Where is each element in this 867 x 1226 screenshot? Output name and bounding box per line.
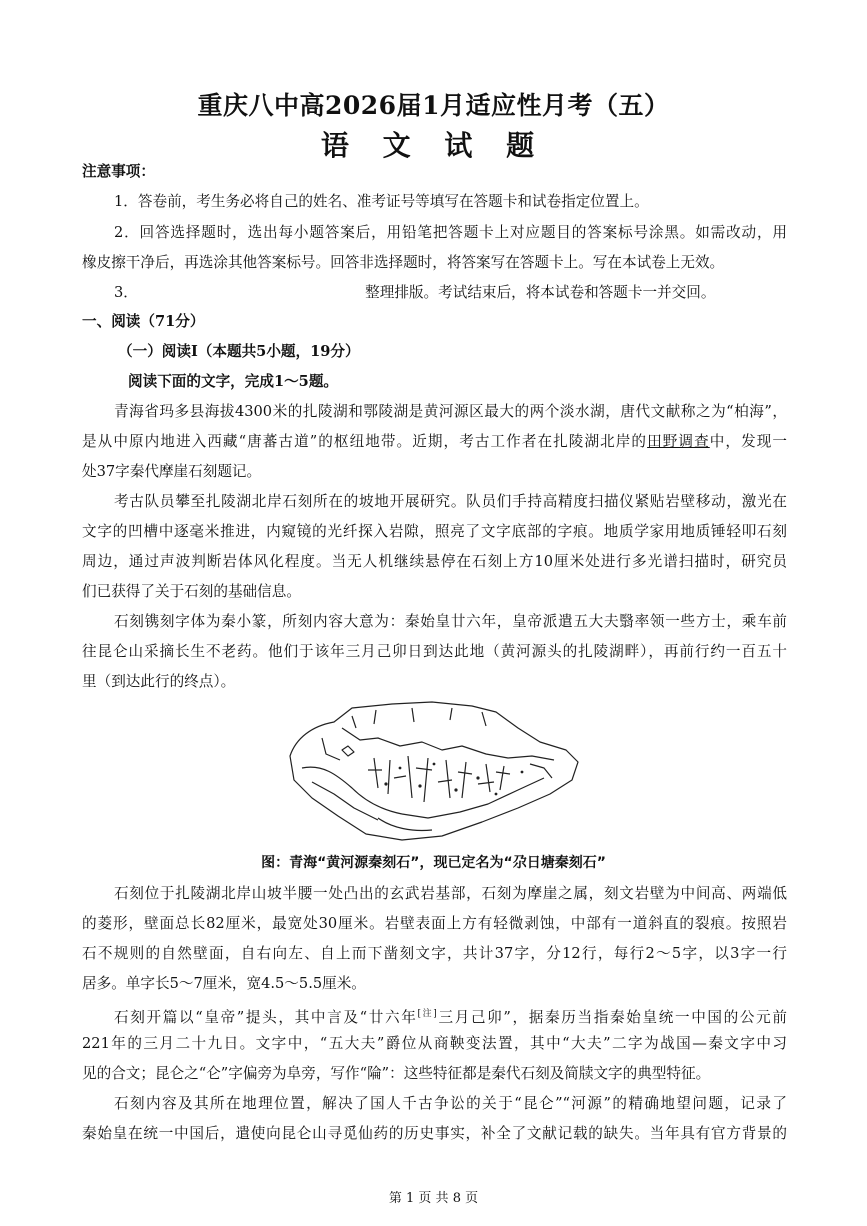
paragraph-3-line-3: 里（到达此行的终点）。 — [82, 673, 236, 690]
paragraph-1-line-3: 处37字秦代摩崖石刻题记。 — [82, 463, 262, 480]
notice-item-3-text: 整理排版。考试结束后，将本试卷和答题卡一并交回。 — [365, 284, 716, 301]
notice-item-2-line-2: 橡皮擦干净后，再选涂其他答案标号。回答非选择题时，将答案写在答题卡上。写在本试卷上无效。 — [82, 254, 725, 271]
paragraph-3-line-2: 往昆仑山采摘长生不老药。他们于该年三月己卯日到达此地（黄河源头的扎陵湖畔），再前行约一百五十 — [82, 643, 787, 660]
paragraph-6-line-2: 秦始皇在统一中国后，遣使向昆仑山寻觅仙药的历史事实，补全了文献记载的缺失。当年具有官方背景的 — [82, 1125, 787, 1142]
notice-item-3-number: 3． — [114, 284, 138, 301]
footnote-marker: [注] — [417, 1009, 437, 1019]
notice-item-1: 1．答卷前，考生务必将自己的姓名、准考证号等填写在答题卡和试卷指定位置上。 — [114, 193, 649, 210]
paragraph-5-line-1-end: 三月己卯”，据秦历当指秦始皇统一中国的公元前 — [436, 1008, 788, 1026]
paragraph-1-line-2-text: 是从中原内地进入西藏“唐蕃古道”的枢纽地带。近期，考古工作者在扎陵湖北岸的 — [82, 433, 648, 450]
page-number: 第 1 页 共 8 页 — [388, 1191, 479, 1206]
figure-caption: 图：青海“黄河源秦刻石”，现已定名为“尕日塘秦刻石” — [261, 855, 606, 871]
exam-title: 重庆八中高2026届1月适应性月考（五） — [197, 91, 670, 120]
notice-item-2-line-1: 2．回答选择题时，选出每小题答案后，用铅笔把答题卡上对应题目的答案标号涂黑。如需改动，用 — [114, 224, 787, 241]
reading-instruction: 阅读下面的文字，完成1～5题。 — [128, 373, 339, 390]
paragraph-2-line-4: 们已获得了关于石刻的基础信息。 — [82, 583, 301, 600]
rock-inscription-figure — [282, 698, 582, 846]
paragraph-3-line-1: 石刻镌刻字体为秦小篆，所刻内容大意为：秦始皇廿六年，皇帝派遣五大夫翳率领一些方士，乘车前 — [114, 613, 787, 630]
paragraph-1-line-1: 青海省玛多县海拔4300米的扎陵湖和鄂陵湖是黄河源区最大的两个淡水湖，唐代文献称之为“柏海”， — [114, 403, 787, 420]
paragraph-2-line-2: 文字的凹槽中逐毫米推进，内窥镜的光纤探入岩隙，照亮了文字底部的字痕。地质学家用地质锤轻叩石刻 — [82, 523, 787, 540]
paragraph-5-line-3: 见的合文；昆仑之“仑”字偏旁为阜旁，写作“陯”：这些特征都是秦代石刻及简牍文字的典型特征。 — [82, 1065, 711, 1082]
paragraph-5-line-2: 221年的三月二十九日。文字中，“五大夫”爵位从商鞅变法置，其中“大夫”二字为战国—秦文字中习 — [82, 1035, 787, 1052]
paragraph-2-line-3: 周边，通过声波判断岩体风化程度。当无人机继续悬停在石刻上方10厘米处进行多光谱扫描时，研究员 — [82, 553, 787, 570]
paragraph-4-line-1: 石刻位于扎陵湖北岸山坡半腰一处凸出的玄武岩基部，石刻为摩崖之属，刻文岩壁为中间高、两端低 — [114, 885, 787, 902]
paragraph-5-line-1 — [82, 1004, 787, 1028]
paragraph-4-line-4: 居多。单字长5～7厘米，宽4.5～5.5厘米。 — [82, 975, 366, 992]
paragraph-1-line-2-end: 中，发现一 — [709, 433, 787, 450]
notice-item-3 — [82, 283, 787, 303]
notice-heading: 注意事项： — [82, 163, 155, 180]
paragraph-4-line-2: 的菱形，壁面总长82厘米，最宽处30厘米。岩壁表面上方有轻微剥蚀，中部有一道斜直的裂痕。按照岩 — [82, 915, 787, 932]
rock-outline — [290, 702, 578, 840]
underlined-term: 田野调查 — [647, 433, 710, 450]
paragraph-4-line-3: 石不规则的自然壁面，自右向左、自上而下凿刻文字，共计37字，分12行，每行2～5字，以3字一行 — [82, 945, 787, 962]
section-heading-part1: 一、阅读（71分） — [82, 313, 205, 330]
paragraph-5-line-1-text: 石刻开篇以“皇帝”提头，其中言及“廿六年 — [114, 1008, 418, 1026]
subject-title: 语 文 试 题 — [320, 129, 547, 162]
paragraph-6-line-1: 石刻内容及其所在地理位置，解决了国人千古争讼的关于“昆仑”“河源”的精确地望问题，记录了 — [114, 1095, 787, 1112]
paragraph-2-line-1: 考古队员攀至扎陵湖北岸石刻所在的坡地开展研究。队员们手持高精度扫描仪紧贴岩壁移动，激光在 — [114, 493, 787, 510]
paragraph-1-line-2 — [82, 432, 787, 452]
section-heading-reading1: （一）阅读Ⅰ（本题共5小题，19分） — [118, 343, 360, 360]
